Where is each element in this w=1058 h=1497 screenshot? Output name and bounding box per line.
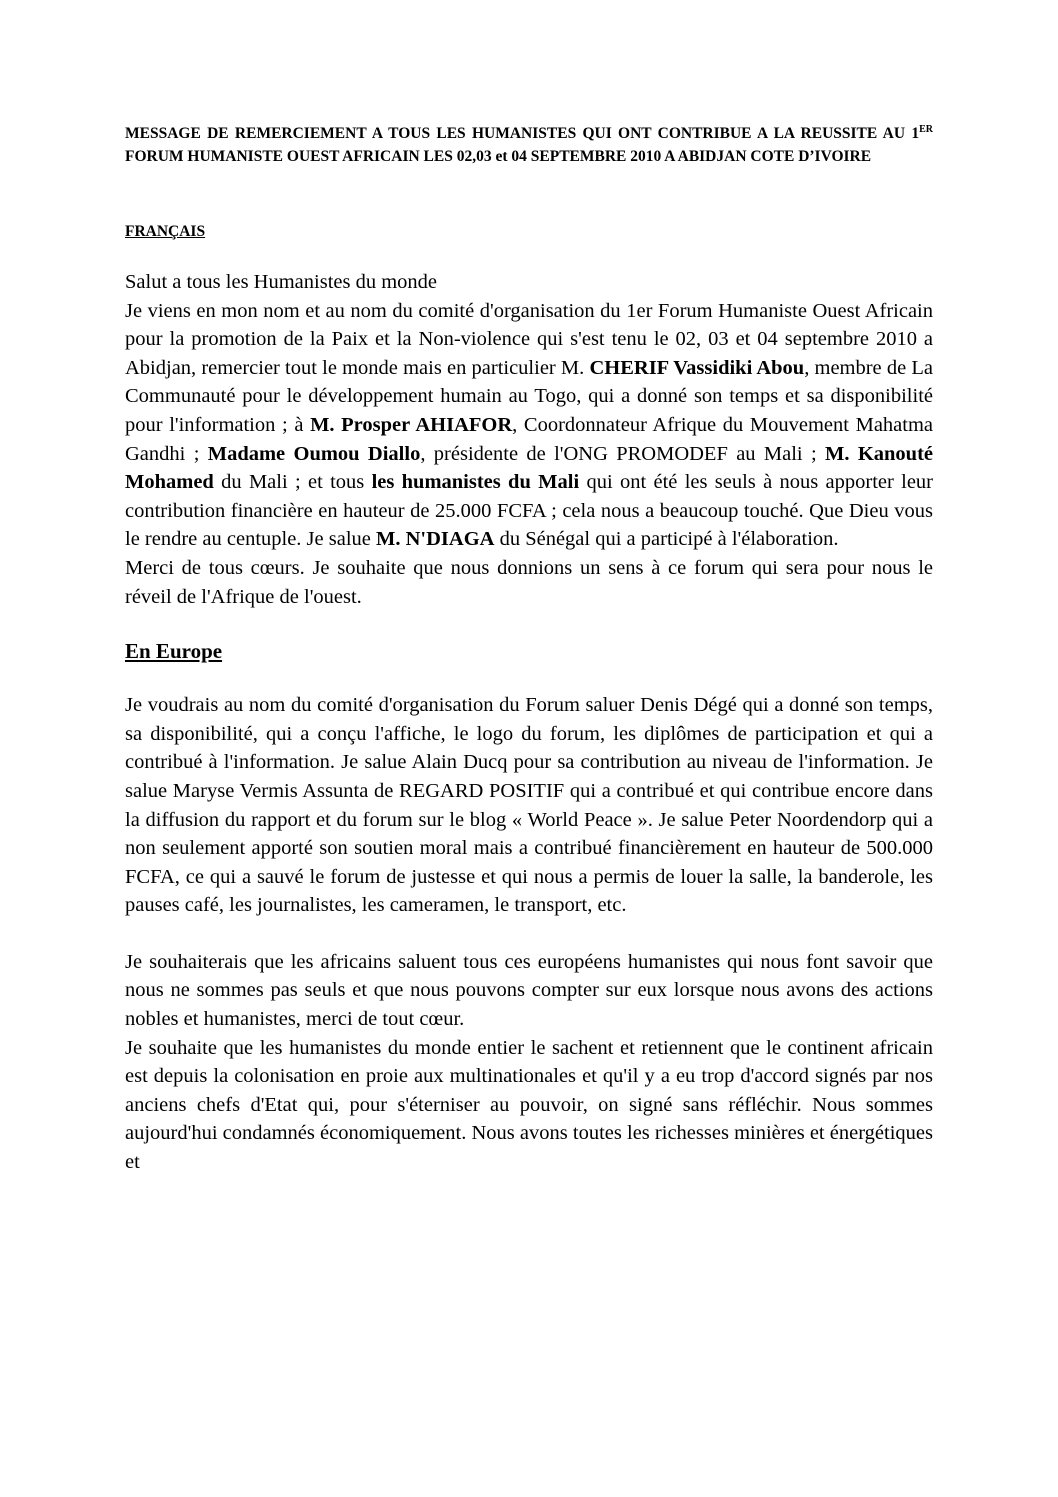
document-page <box>125 122 933 1177</box>
text-run: du Sénégal qui a participé à l'élaboration. <box>494 528 839 551</box>
bold-name: les humanistes du Mali <box>371 471 580 494</box>
bold-name: M. Prosper AHIAFOR <box>310 413 513 436</box>
francais-paragraph-1 <box>125 297 933 554</box>
text-run: du Mali ; et tous <box>213 471 372 494</box>
bold-name: M. N'DIAGA <box>376 528 495 551</box>
europe-paragraph-2: Je souhaiterais que les africains saluent tous ces européens humanistes qui nous font savoir que nous ne sommes pas seuls et que nous pouvons compter sur eux lorsque nous avons des actions nobles et humanistes, merci de tout cœur. <box>125 950 933 1031</box>
francais-heading: FRANÇAIS <box>125 223 206 240</box>
europe-heading: En Europe <box>125 639 223 664</box>
title-superscript: ER <box>919 124 933 135</box>
europe-section <box>125 691 933 920</box>
europe-paragraph-1: Je voudrais au nom du comité d'organisation du Forum saluer Denis Dégé qui a donné son temps, sa disponibilité, qui a conçu l'affiche, le logo du forum, les diplômes de participation et qui a contribué à l'information. Je salue Alain Ducq pour sa contribution au niveau de l'information. Je salue Maryse Vermis Assunta de REGARD POSITIF qui a contribué et qui contribue encore dans la diffusion du rapport et du forum sur le blog « World Peace ». Je salue Peter Noordendorp qui a non seulement apporté son soutien moral mais a contribué financièrement en hauteur de 500.000 FCFA, ce qui a sauvé le forum de justesse et qui nous a permis de louer la salle, la banderole, les pauses café, les journalistes, les cameramen, le transport, etc. <box>125 694 933 917</box>
text-run: qui ont été les seuls à nous apporter leur contribution financière en hauteur de 25.000 FCFA ; cela nous a beaucoup touché. Que Dieu vous le rendre au centuple. Je salue <box>125 471 933 551</box>
francais-section <box>125 268 933 611</box>
title-part1: MESSAGE DE REMERCIEMENT A TOUS LES HUMANISTES QUI ONT CONTRIBUE A LA REUSSITE AU 1 <box>125 125 920 142</box>
europe-paragraph-3: Je souhaite que les humanistes du monde entier le sachent et retiennent que le continent africain est depuis la colonisation en proie aux multinationales et qu'il y a eu trop d'accord signés par nos anciens chefs d'Etat qui, pour s'éterniser au pouvoir, on signé sans réfléchir. Nous sommes aujourd'hui condamnés économiquement. Nous avons toutes les richesses minières et énergétiques et <box>125 1036 933 1174</box>
title-part2: FORUM HUMANISTE OUEST AFRICAIN LES 02,03 et 04 SEPTEMBRE 2010 A ABIDJAN COTE D’IVOIRE <box>125 148 872 165</box>
document-title <box>125 122 933 168</box>
text-run: , présidente de l'ONG PROMODEF au Mali ; <box>420 442 825 465</box>
francais-greeting: Salut a tous les Humanistes du monde <box>125 271 438 293</box>
francais-paragraph-2: Merci de tous cœurs. Je souhaite que nous donnions un sens à ce forum qui sera pour nous le réveil de l'Afrique de l'ouest. <box>125 556 933 608</box>
text-run: Je viens en mon nom et au nom du comité d'organisation du 1er Forum Humaniste Ouest Africain pour la promotion de la Paix et la Non-violence qui s'est tenu le 02, 03 et 04 septembre 2010 a Abidjan, remercier tout le monde mais en particulier M. <box>125 299 933 379</box>
bold-name: Madame Oumou Diallo <box>207 442 421 465</box>
bold-name: CHERIF Vassidiki Abou <box>589 356 805 379</box>
closing-section <box>125 948 933 1177</box>
text-run: , membre de La Communauté pour le développement humain au Togo, qui a donné son temps et sa disponibilité pour l'information ; à <box>125 356 933 436</box>
text-run: , Coordonnateur Afrique du Mouvement Mahatma Gandhi ; <box>125 413 934 465</box>
bold-name: M. Kanouté Mohamed <box>125 442 933 494</box>
